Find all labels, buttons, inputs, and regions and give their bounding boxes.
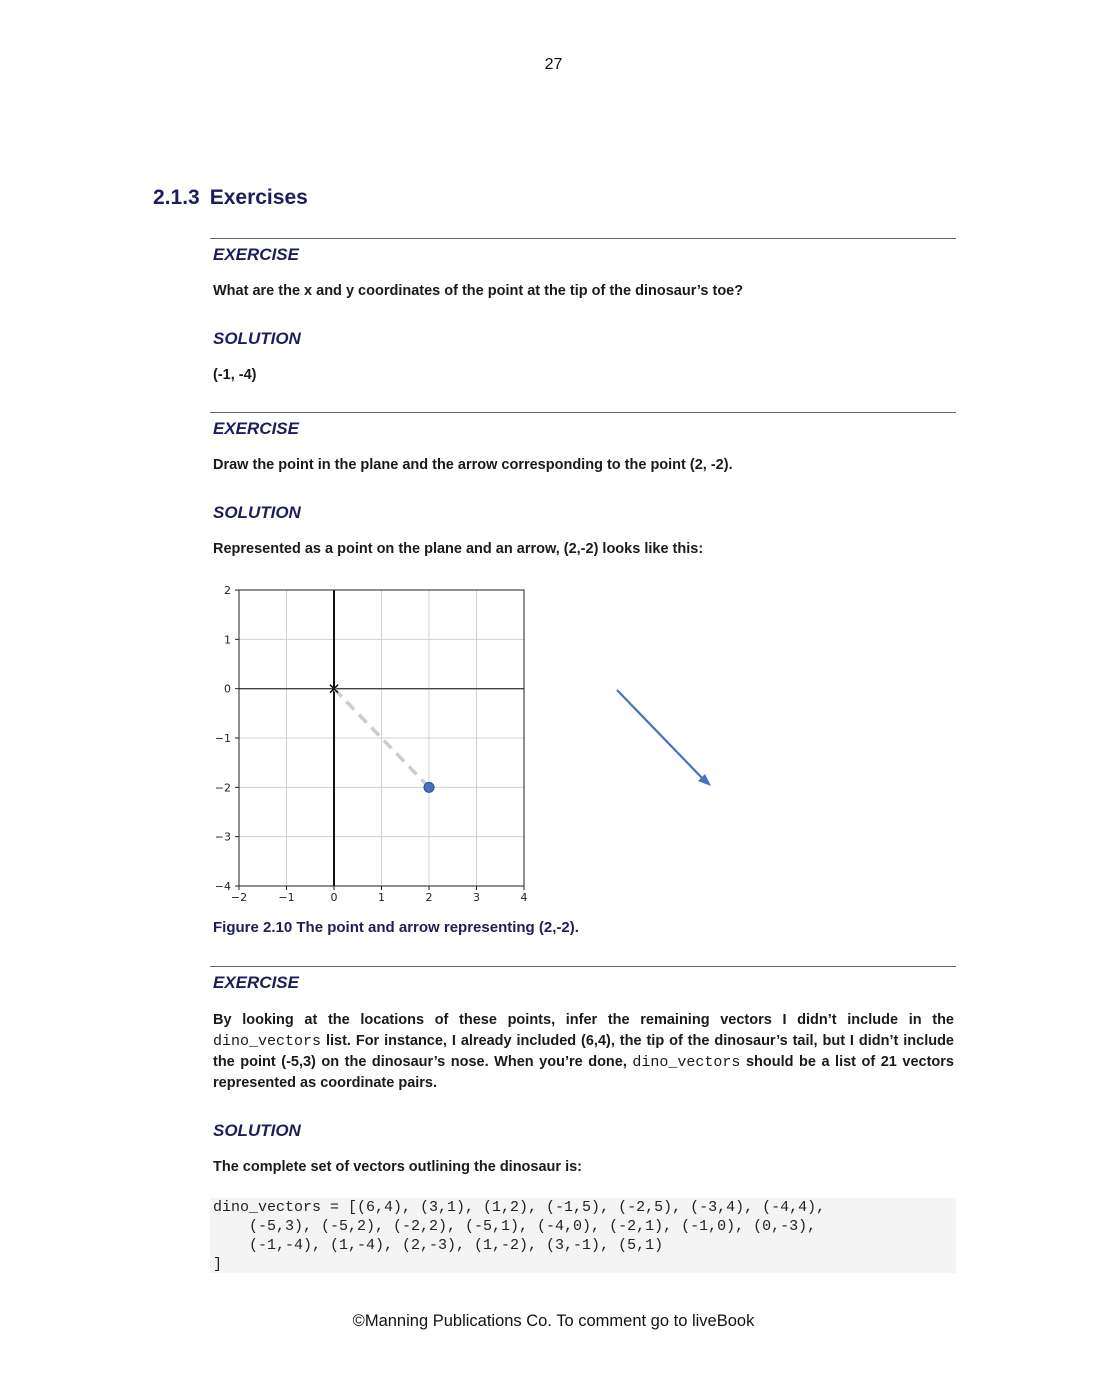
page-number: 27 bbox=[544, 56, 563, 73]
y-tick-label: −3 bbox=[214, 830, 231, 844]
question-text: By looking at the locations of these points, infer the remaining vectors I didn’t include in the bbox=[213, 1012, 954, 1028]
solution-answer: Represented as a point on the plane and an arrow, (2,-2) looks like this: bbox=[213, 541, 704, 557]
code-line: (-1,-4), (1,-4), (2,-3), (1,-2), (3,-1), (5,1) bbox=[213, 1237, 664, 1254]
question-text: list. For instance, I already included (6,4), the tip of the dinosaur’s tail, but I didn’t include the point (-5,3) on the dinosaur’s nose. When you’re done, bbox=[213, 1033, 954, 1070]
y-tick-label: −4 bbox=[214, 880, 231, 893]
data-point bbox=[424, 782, 434, 792]
y-tick-label: −2 bbox=[214, 781, 231, 795]
exercise-question bbox=[213, 1010, 954, 1094]
x-tick-label: −1 bbox=[278, 891, 295, 904]
inline-code: dino_vectors bbox=[213, 1033, 322, 1050]
code-block bbox=[210, 1198, 956, 1273]
x-tick-label: 3 bbox=[473, 891, 480, 904]
code-line: ] bbox=[213, 1256, 223, 1273]
footer: ©Manning Publications Co. To comment go to liveBook bbox=[352, 1312, 755, 1330]
question-text: should be a list of 21 vectors represented as coordinate pairs. bbox=[213, 1054, 954, 1091]
x-tick-label: 2 bbox=[425, 891, 433, 904]
exercise-label: EXERCISE bbox=[213, 973, 299, 992]
exercise-label: EXERCISE bbox=[213, 419, 299, 438]
figure-caption: Figure 2.10 The point and arrow representing (2,-2). bbox=[213, 919, 579, 936]
vector-arrow-shaft bbox=[617, 690, 704, 780]
y-tick-label: 0 bbox=[224, 682, 231, 696]
exercise-label: EXERCISE bbox=[213, 245, 299, 264]
divider bbox=[210, 966, 956, 967]
solution-answer: (-1, -4) bbox=[213, 367, 257, 383]
y-tick-label: 2 bbox=[224, 584, 231, 597]
code-line: dino_vectors = [(6,4), (3,1), (1,2), (-1,5), (-2,5), (-3,4), (-4,4), bbox=[213, 1199, 826, 1216]
coordinate-plot bbox=[205, 578, 535, 908]
section-heading bbox=[153, 186, 308, 210]
divider bbox=[210, 412, 956, 413]
x-tick-label: −2 bbox=[230, 891, 248, 904]
section-title: Exercises bbox=[209, 186, 308, 209]
y-tick-label: 1 bbox=[224, 633, 231, 647]
exercise-question: Draw the point in the plane and the arrow corresponding to the point (2, -2). bbox=[213, 457, 733, 473]
solution-answer: The complete set of vectors outlining the dinosaur is: bbox=[213, 1159, 582, 1175]
vector-arrow-figure bbox=[600, 680, 720, 795]
solution-label: SOLUTION bbox=[213, 503, 301, 522]
divider bbox=[210, 238, 956, 239]
solution-label: SOLUTION bbox=[213, 329, 301, 348]
x-tick-label: 0 bbox=[330, 891, 338, 904]
y-tick-label: −1 bbox=[214, 732, 231, 745]
section-number: 2.1.3 bbox=[153, 186, 200, 209]
exercise-question: What are the x and y coordinates of the point at the tip of the dinosaur’s toe? bbox=[213, 283, 744, 299]
x-tick-label: 1 bbox=[378, 891, 385, 904]
code-line: (-5,3), (-5,2), (-2,2), (-5,1), (-4,0), (-2,1), (-1,0), (0,-3), bbox=[213, 1218, 817, 1235]
inline-code: dino_vectors bbox=[632, 1054, 741, 1071]
solution-label: SOLUTION bbox=[213, 1121, 301, 1140]
x-tick-label: 4 bbox=[520, 891, 528, 904]
